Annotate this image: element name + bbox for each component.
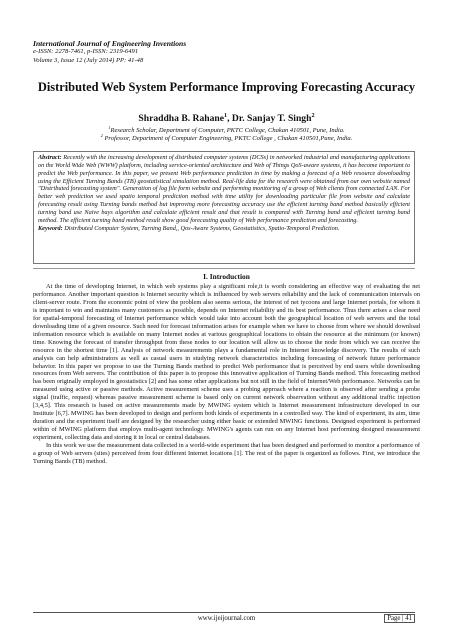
journal-volume: Volume 3, Issue 12 (July 2014) PP: 41-48 — [33, 56, 144, 64]
paragraph: In this work we use the measurement data collected in a world-wide experiment that has been designed and performed to monitor a performance of a group of Web servers (sites) perceived from four different Internet locations [1]. The rest of the paper is organized as follows. First, we introduce the Turning Bands (TB) method. — [33, 442, 420, 465]
author-2-affil-mark: 2 — [311, 111, 315, 119]
affiliation-2-mark: 2 — [100, 132, 103, 138]
paragraph: At the time of developing Internet, in which web systems play a significant role,it is worth considering an effective way of evaluating the net performance. Another important question is Internet security which is influenced by web servers reliability and the lack of communication intervals on client-server route. From the economic point of view the problem also seems serious, the interest of net tycoons and large Internet portals, for whom it is important to win and maintains many customers as possible, depends on Internet reliability and its best performance. Thus there arises a clear need for spatial-temporal forecasting of Internet performance which would take into account both the geographical location of web servers and the total downloading time of a given resource. Such need for forecast information arises for example when we have to choose from where we should download information resource which is available on many Internet nodes at various geographical locations to obtain the resource at the minimum (or known) time. Knowing the forecast of transfer throughput from these nodes to our location will allow us to choose the node from which we can receive the resource in the shortest time [1]. Analysis of network measurements plays a fundamental role in Internet knowledge discovery. The results of such analysis can help administrators as well as casual users in studying network characteristics including forecasting of network future performance behavior. In this paper we propose to use the Turning Bands method to predict Web performance that is perceived by end users while downloading resources from Web servers. The contribution of this paper is to propose this innovative application of Turning Bands method. This forecasting method has been originally employed in geostatistics [2] and has some other applications but not still in the field of Internet/Web performance. Networks can be measured using active or passive methods. Active measurement scheme uses a probing approach where a reaction is observed after sending a probe signal (traffic, request) whereas passive measurement scheme is based only on current network observation without any additional traffic injection [3,4,5]. This research is based on active measurements made by MWING system which is Internet measurement infrastructure developed in our Institute [6,7]. MWING has been developed to design and perform both kinds of experiments in a controlled way. The kind of experiment, its aim, time duration and the experiment itself are designed by the researcher using either basic or extended MWING functions. Designed experiment is performed within of MWING platform that employs multi-agent technology. MWING's agents can run on any Internet host performing designed measurement experiment, collecting data and storing it in local or central databases. — [33, 283, 420, 442]
abstract — [38, 154, 410, 225]
introduction-body — [33, 283, 420, 466]
paper-title: Distributed Web System Performance Improving Forecasting Accuracy — [37, 80, 416, 94]
affiliation-1-mark: 1 — [108, 124, 111, 130]
footer-divider — [33, 612, 415, 613]
keywords — [38, 225, 410, 233]
affiliation-2-text: Professor, Department of Computer Engineering, PKTC College , Chakan 410501,Pune, India. — [102, 135, 353, 142]
author-1: Shraddha B. Rahane — [138, 113, 224, 124]
affiliation-1 — [33, 124, 420, 135]
keywords-label: Keyword: — [38, 224, 63, 232]
author-line — [33, 113, 420, 124]
affiliation-1-text: Research Scholar, Department of Computer, PKTC College, Chakan 410501, Pune, India. — [110, 127, 345, 134]
journal-issn: e-ISSN: 2278-7461, p-ISSN: 2319-6491 — [33, 48, 139, 56]
journal-header — [33, 40, 423, 65]
author-1-affil-mark: 1 — [223, 111, 228, 119]
section-heading-introduction: I. Introduction — [203, 272, 250, 281]
abstract-divider — [33, 268, 415, 269]
author-2: Dr. Sanjay T. Singh — [231, 113, 312, 124]
abstract-box — [33, 151, 415, 264]
abstract-label: Abstract: — [38, 154, 62, 161]
footer-url[interactable]: www.ijeijournal.com — [197, 615, 256, 622]
journal-name: International Journal of Engineering Inventions — [33, 39, 187, 48]
page-number: Page | 41 — [384, 614, 415, 623]
affiliation-2 — [33, 132, 420, 143]
abstract-text: Recently with the increasing development of distributed computer systems (DCSs) in networked industrial and manufacturing applications on the World Wide Web (WWW) platform, including service-oriented architecture and Web of Things QoS-aware systems, it has become important to predict the Web performance. In this paper, we present Web performance prediction in time by making a forecast of a Web resource downloading using the Efficient Turning Bands (TB) geostatistical simulation method. Real-life data for the research were obtained from our own website named "Distributed forecasting system". Generation of log file form website and performing monitoring of a group of Web clients from connected LAN. For better web prediction we used spatio temporal prediction method with time utility for downloading particular file from website and calculate forecasting result using Turning bands method but improving more forecasting accuracy use the efficient turning band method basically efficient turning band use Naive bays algorithm and calculate efficient result and that result is compared with Turning band and efficient turning band method. The efficient turning band method result show good forecasting quality of Web performance prediction and forecasting. — [38, 154, 410, 224]
keywords-text: Distributed Computer System, Turning Band,, Qos-Aware Systems, Geostatistics, Spatio-Temporal Prediction. — [62, 224, 340, 232]
author-separator: , — [227, 113, 232, 124]
